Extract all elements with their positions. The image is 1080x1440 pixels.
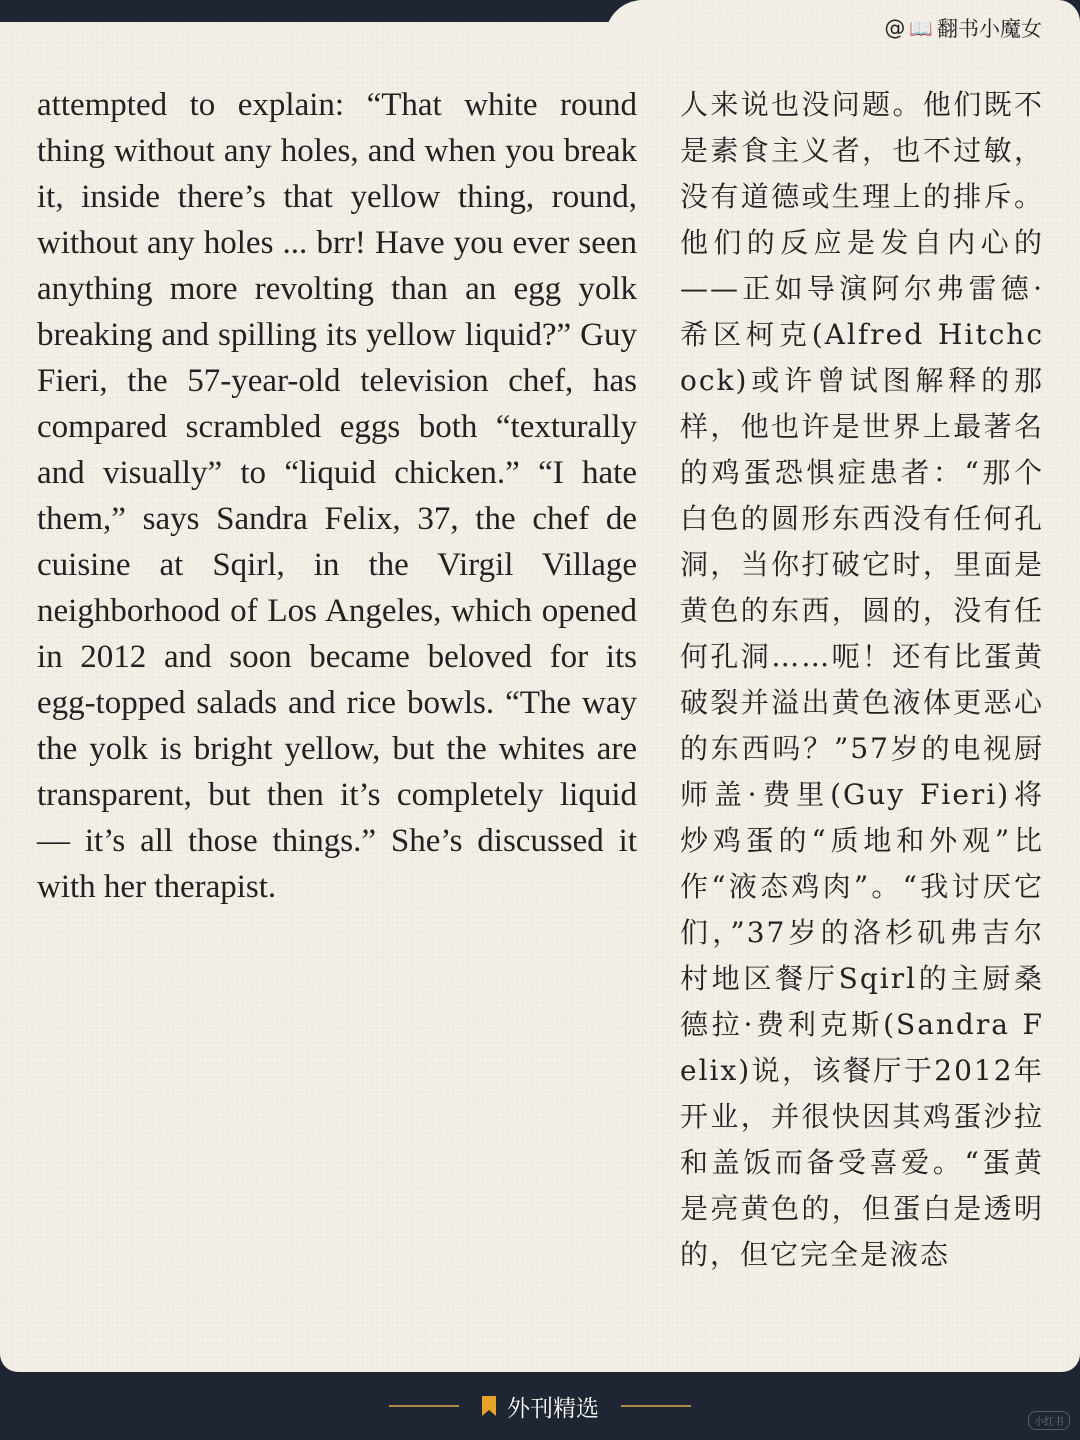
footer-line-left	[389, 1405, 459, 1407]
footer-label	[481, 1390, 599, 1423]
platform-watermark: 小红书	[1028, 1411, 1070, 1430]
top-frame-tab	[0, 0, 640, 22]
english-text-column: attempted to explain: “That white round thing without any holes, and when you break it, inside there’s that yellow thing, round, without any holes ... brr! Have you ever seen anything more revolting than an egg yolk breaking and spilling its yellow liquid?” Guy Fieri, the 57-year-old television chef, has compared scrambled eggs both “texturally and visually” to “liquid chicken.” “I hate them,” says Sandra Felix, 37, the chef de cuisine at Sqirl, in the Virgil Village neighborhood of Los Angeles, which opened in 2012 and soon became beloved for its egg-topped salads and rice bowls. “The way the yolk is bright yellow, but the whites are transparent, but then it’s completely liquid — it’s all those things.” She’s discussed it with her therapist.	[37, 87, 637, 905]
chinese-text-column: 人来说也没问题。他们既不是素食主义者，也不过敏，没有道德或生理上的排斥。他们的反应是发自内心的——正如导演阿尔弗雷德·希区柯克(Alfred Hitchcock)或许曾试图解释的那样，他也许是世界上最著名的鸡蛋恐惧症患者：“那个白色的圆形东西没有任何孔洞，当你打破它时，里面是黄色的东西，圆的，没有任何孔洞……呃！还有比蛋黄破裂并溢出黄色液体更恶心的东西吗？”57岁的电视厨师盖·费里(Guy Fieri)将炒鸡蛋的“质地和外观”比作“液态鸡肉”。“我讨厌它们，”37岁的洛杉矶弗吉尔村地区餐厅Sqirl的主厨桑德拉·费利克斯(Sandra Felix)说，该餐厅于2012年开业，并很快因其鸡蛋沙拉和盖饭而备受喜爱。“蛋黄是亮黄色的，但蛋白是透明的，但它完全是液态	[680, 88, 1044, 1271]
bookmark-icon	[481, 1395, 497, 1417]
at-symbol: @	[884, 16, 906, 40]
open-book-icon: 📖	[909, 17, 933, 40]
footer-title: 外刊精选	[507, 1395, 599, 1422]
footer-line-right	[621, 1405, 691, 1407]
footer-bar	[0, 1372, 1080, 1440]
author-name: 翻书小魔女	[937, 17, 1042, 41]
author-watermark	[884, 13, 1042, 43]
